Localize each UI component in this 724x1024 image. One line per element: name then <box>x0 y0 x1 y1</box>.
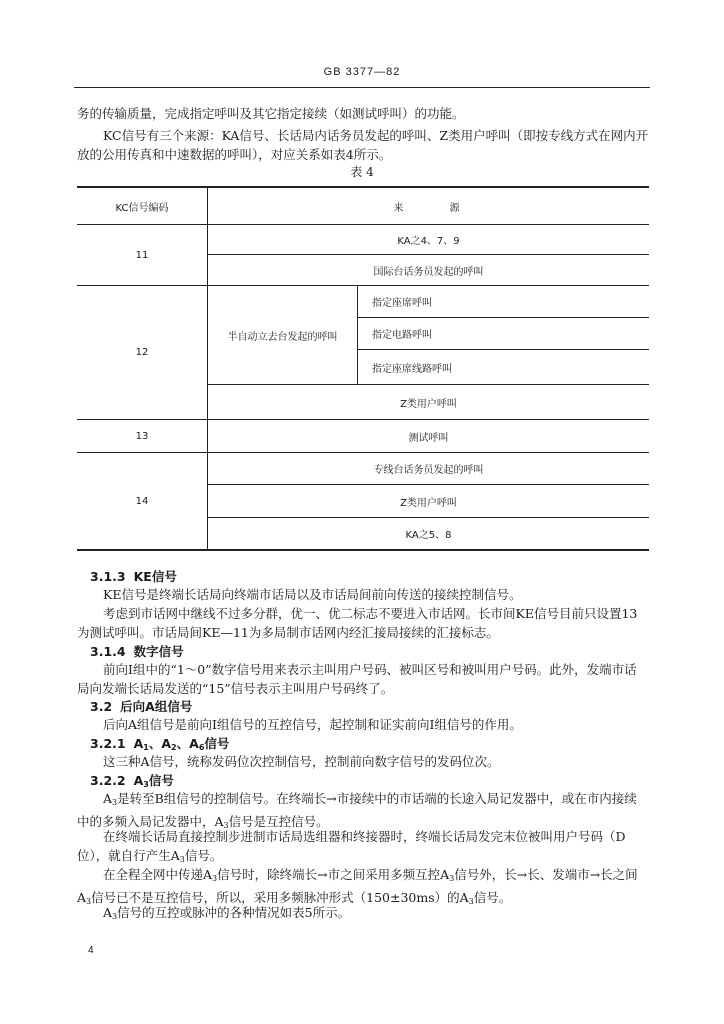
code-14: 14 <box>135 495 149 507</box>
heading-3-2-1: 3.2.1 $A_1$、$A_2$、$A_6$信号 <box>90 736 230 752</box>
section-title: KE信号 <box>133 569 177 584</box>
table-4 <box>77 186 649 551</box>
source-ka-5-8: KA之5、8 <box>405 530 452 541</box>
source-z-user-12: Z类用户呼叫 <box>400 398 457 410</box>
col-header-source: 来 源 <box>393 202 464 214</box>
source-seat-line-call: 指定座席线路呼叫 <box>372 363 452 375</box>
heading-3-1-3 <box>90 567 177 585</box>
intro-line: 务的传输质量，完成指定呼叫及其它指定接续（如测试呼叫）的功能。 <box>77 106 465 121</box>
paragraph: 考虑到市话网中继线不过多分群，优一、优二标志不要进入市话网。长市间KE信号目前只设置13为测试呼叫。市话局间KE—11为多局制市话网内经汇接局接续的汇接标志。 <box>77 606 638 640</box>
code-13: 13 <box>135 430 149 442</box>
source-intl-operator: 国际台话务员发起的呼叫 <box>373 266 484 278</box>
heading-3-2-2: 3.2.2 $A_3$信号 <box>90 773 174 789</box>
source-seat-call: 指定座席呼叫 <box>372 298 432 309</box>
intro-paragraph: KC信号有三个来源：KA信号、长话局内话务员发起的呼叫、Z类用户呼叫（即按专线方式在网内开放的公用传真和中速数据的呼叫），对应关系如表4所示。 <box>77 128 649 162</box>
page-number: 4 <box>88 945 94 956</box>
section-number: 3.2 <box>90 699 113 714</box>
paragraph: 前向I组中的“1～0”数字信号用来表示主叫用户号码、被叫区号和被叫用户号码。此外，发端市话局向发端长话局发送的“15”信号表示主叫用户号码终了。 <box>77 662 637 696</box>
paragraph: $A_3$信号的互控或脉冲的各种情况如表5所示。 <box>103 905 351 921</box>
heading-3-1-4 <box>90 642 184 660</box>
col-header-code: KC信号编码 <box>115 202 169 214</box>
section-title: 后向A组信号 <box>120 699 193 714</box>
section-number: 3.2.2 <box>90 773 126 788</box>
paragraph: 在全程全网中传递$A_3$信号时，除终端长→市之间采用多频互控$A_3$信号外，长→长、发端市→长之间$A_3$信号已不是互控信号，所以，采用多频脉冲形式（150±30ms）的$A_3$信号。 <box>77 867 638 906</box>
source-private-operator: 专线台话务员发起的呼叫 <box>373 465 484 476</box>
section-number: 3.1.4 <box>90 644 126 659</box>
paragraph: 在终端长话局直接控制步进制市话局选组器和终接器时，终端长话局发完末位被叫用户号码（D位），就自行产生$A_3$信号。 <box>77 829 626 864</box>
section-title: 数字信号 <box>133 644 184 659</box>
paragraph: $A_3$是转至B组信号的控制信号。在终端长→市接续中的市话端的长途入局记发器中，或在市内接续中的多频入局记发器中，$A_3$信号是互控信号。 <box>77 791 637 830</box>
source-z-user-14: Z类用户呼叫 <box>400 497 457 509</box>
source-test-call: 测试呼叫 <box>408 432 449 444</box>
table-caption: 表 4 <box>350 165 374 179</box>
section-number: 3.2.1 <box>90 736 126 751</box>
paragraph: 后向A组信号是前向I组信号的互控信号，起控制和证实前向I组信号的作用。 <box>103 717 522 732</box>
heading-3-2 <box>90 697 192 715</box>
source-ka-4-7-9: KA之4、7、9 <box>397 236 460 247</box>
source-circuit-call: 指定电路呼叫 <box>372 330 432 341</box>
paragraph: 这三种A信号，统称发码位次控制信号，控制前向数字信号的发码位次。 <box>103 754 500 769</box>
code-12: 12 <box>135 347 149 358</box>
section-number: 3.1.3 <box>90 569 126 584</box>
code-11: 11 <box>135 249 149 261</box>
semi-auto-call: 半自动立去台发起的呼叫 <box>227 331 338 343</box>
header-rule <box>74 87 650 88</box>
standard-code-header: GB 3377—82 <box>323 66 401 78</box>
paragraph: KE信号是终端长话局向终端市话局以及市话局间前向传送的接续控制信号。 <box>103 587 522 602</box>
